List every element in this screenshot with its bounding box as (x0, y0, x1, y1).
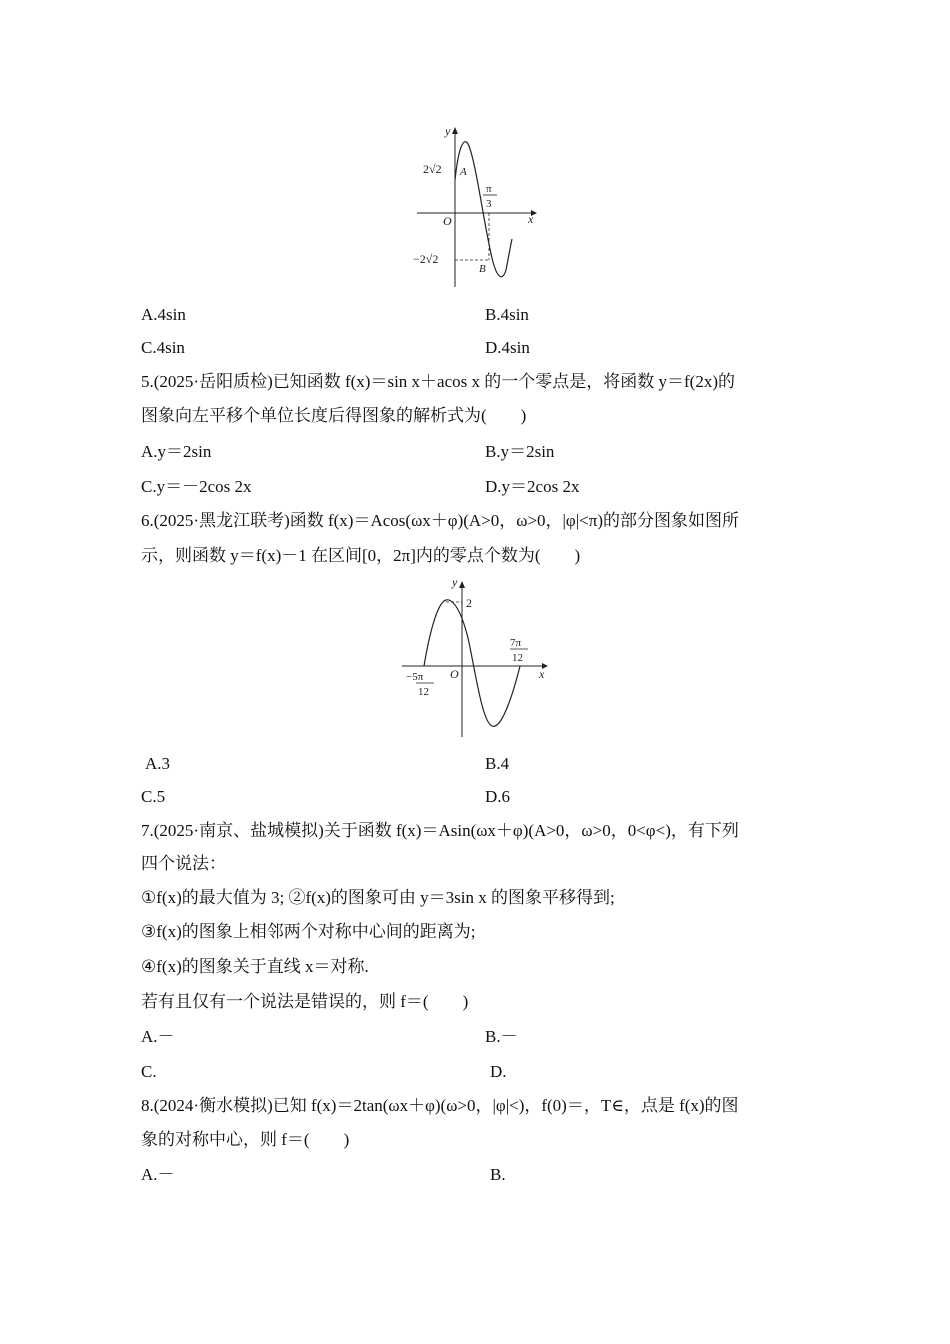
q6-option-b: B.4 (485, 754, 510, 773)
q4-option-c: C.4sin (141, 338, 185, 357)
q5-option-a: A.y＝2sin (141, 442, 212, 461)
figure-cosine-graph-2 (400, 574, 555, 742)
q5-option-b: B.y＝2sin (485, 442, 555, 461)
q4-option-d: D.4sin (485, 338, 530, 357)
q6-option-d: D.6 (485, 787, 511, 806)
origin-label: O (450, 667, 459, 681)
q7-statement-3: ③f(x)的图象上相邻两个对称中心间的距离为; (141, 922, 476, 941)
figure-sine-graph-1 (405, 122, 545, 292)
right-zero-denominator: 12 (512, 652, 523, 664)
q7-question: 若有且仅有一个说法是错误的，则 f＝( ) (141, 992, 469, 1011)
q6-stem-line1: 6.(2025·黑龙江联考)函数 f(x)＝Acos(ωx＋φ)(A>0，ω>0，|φ|<π)的部分图象如图所 (141, 511, 739, 530)
x-label: x (539, 667, 545, 681)
curve (424, 600, 520, 727)
origin-label: O (443, 214, 452, 228)
point-a-label: A (460, 166, 467, 178)
q5-option-d: D.y＝2cos 2x (485, 477, 580, 496)
q7-option-c: C. (141, 1062, 157, 1081)
bottom-value-label: −2√2 (413, 252, 439, 266)
y-label: y (445, 124, 451, 138)
q5-stem-line2: 图象向左平移个单位长度后得图象的解析式为( ) (141, 406, 527, 425)
y-label: y (452, 575, 458, 589)
max-value-label: 2 (466, 596, 472, 610)
q5-stem-line1: 5.(2025·岳阳质检)已知函数 f(x)＝sin x＋acos x 的一个零点是，将函数 y＝f(2x)的 (141, 372, 735, 391)
q8-option-b: B. (490, 1165, 506, 1184)
q6-option-a: A.3 (145, 754, 171, 773)
q6-option-c: C.5 (141, 787, 166, 806)
q7-statement-4: ④f(x)的图象关于直线 x＝对称. (141, 957, 369, 976)
q7-statement-1-2: ①f(x)的最大值为 3; ②f(x)的图象可由 y＝3sin x 的图象平移得到; (141, 888, 615, 907)
left-zero-denominator: 12 (418, 686, 429, 698)
q7-stem-line1: 7.(2025·南京、盐城模拟)关于函数 f(x)＝Asin(ωx＋φ)(A>0，ω>0，0<φ<)，有下列 (141, 821, 739, 840)
pi-numerator: π (486, 183, 492, 195)
point-b-label: B (479, 263, 486, 275)
top-value-label: 2√2 (423, 162, 442, 176)
pi-denominator: 3 (486, 198, 492, 210)
right-zero-numerator: 7π (510, 637, 522, 649)
q7-stem-line2: 四个说法： (141, 854, 226, 873)
y-axis-arrow (452, 127, 458, 134)
q5-option-c: C.y＝－2cos 2x (141, 477, 252, 496)
q7-option-d: D. (490, 1062, 507, 1081)
q7-option-b: B.－ (485, 1027, 518, 1046)
q8-stem-line1: 8.(2024·衡水模拟)已知 f(x)＝2tan(ωx＋φ)(ω>0，|φ|<)，f(0)＝，T∈，点是 f(x)的图 (141, 1096, 739, 1115)
left-zero-numerator: −5π (406, 671, 424, 683)
q4-option-b: B.4sin (485, 305, 529, 324)
x-label: x (528, 212, 534, 226)
q7-option-a: A.－ (141, 1027, 175, 1046)
y-axis-arrow (459, 581, 465, 588)
q8-option-a: A.－ (141, 1165, 175, 1184)
curve (455, 142, 512, 277)
q6-stem-line2: 示，则函数 y＝f(x)－1 在区间[0，2π]内的零点个数为( ) (141, 546, 581, 565)
q8-stem-line2: 象的对称中心，则 f＝( ) (141, 1130, 350, 1149)
q4-option-a: A.4sin (141, 305, 186, 324)
